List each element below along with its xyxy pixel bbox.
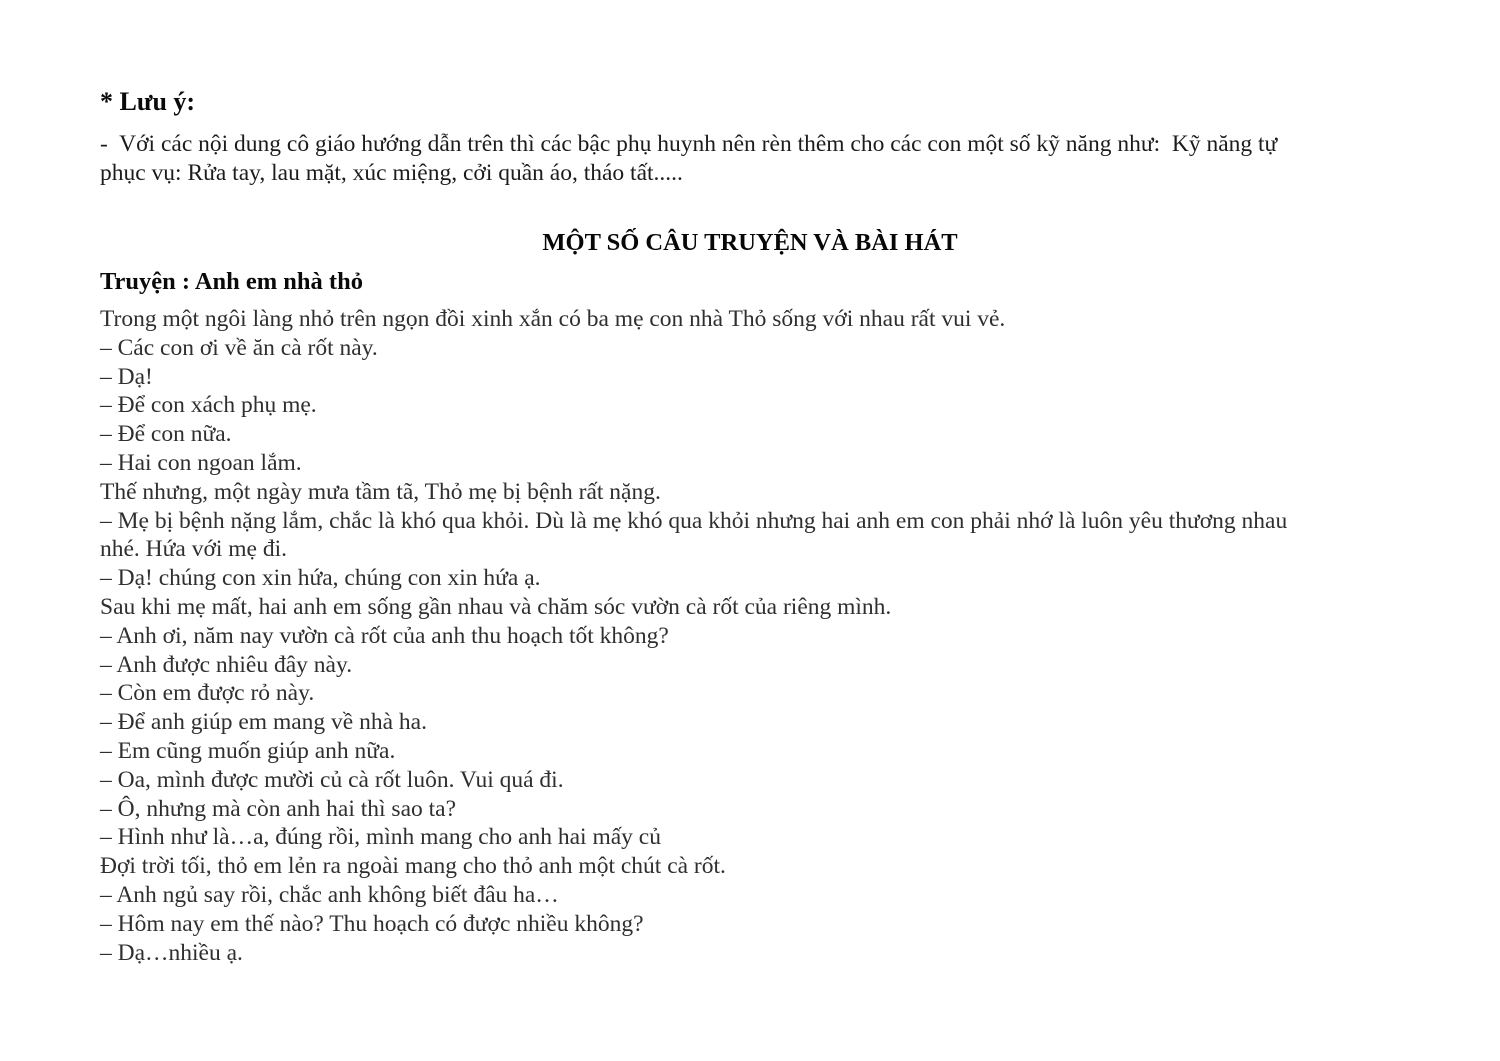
story-line: Trong một ngôi làng nhỏ trên ngọn đồi xinh xắn có ba mẹ con nhà Thỏ sống với nhau rất vui vẻ. <box>100 306 1006 332</box>
story-line: Sau khi mẹ mất, hai anh em sống gần nhau và chăm sóc vườn cà rốt của riêng mình. <box>100 593 892 620</box>
story-line: – Anh ngủ say rồi, chắc anh không biết đâu ha… <box>100 881 559 908</box>
story-body <box>100 305 1430 967</box>
note-heading: * Lưu ý: <box>100 87 196 116</box>
story-line: – Hai con ngoan lắm. <box>100 449 302 476</box>
story-line: – Anh được nhiêu đây này. <box>100 651 353 678</box>
story-line: – Ô, nhưng mà còn anh hai thì sao ta? <box>100 795 457 822</box>
note-line: - Với các nội dung cô giáo hướng dẫn trên thì các bậc phụ huynh nên rèn thêm cho các con một số kỹ năng như: Kỹ năng tự <box>100 131 1278 157</box>
story-line: – Hôm nay em thế nào? Thu hoạch có được nhiều không? <box>100 910 644 937</box>
story-line: – Dạ! <box>100 363 153 390</box>
story-line: – Để con nữa. <box>100 421 232 448</box>
section-title: MỘT SỐ CÂU TRUYỆN VÀ BÀI HÁT <box>542 229 958 256</box>
note-body <box>100 130 1410 188</box>
story-line: – Mẹ bị bệnh nặng lắm, chắc là khó qua khỏi. Dù là mẹ khó qua khỏi nhưng hai anh em con phải nhớ là luôn yêu thương nhau <box>100 507 1288 534</box>
story-line: nhé. Hứa với mẹ đi. <box>100 536 288 563</box>
story-heading: Truyện : Anh em nhà thỏ <box>100 268 363 295</box>
story-line: – Oa, mình được mười củ cà rốt luôn. Vui quá đi. <box>100 766 564 793</box>
story-line: – Anh ơi, năm nay vườn cà rốt của anh thu hoạch tốt không? <box>100 622 669 649</box>
story-line: Thế nhưng, một ngày mưa tầm tã, Thỏ mẹ bị bệnh rất nặng. <box>100 478 661 505</box>
story-line: – Em cũng muốn giúp anh nữa. <box>100 737 396 764</box>
story-line: – Để con xách phụ mẹ. <box>100 392 317 419</box>
story-line: – Dạ! chúng con xin hứa, chúng con xin hứa ạ. <box>100 565 541 592</box>
story-line: – Còn em được rỏ này. <box>100 680 315 707</box>
story-line: – Hình như là…a, đúng rồi, mình mang cho anh hai mấy củ <box>100 824 661 851</box>
story-line: – Các con ơi về ăn cà rốt này. <box>100 334 378 361</box>
story-line: – Dạ…nhiều ạ. <box>100 939 243 966</box>
story-line: Đợi trời tối, thỏ em lẻn ra ngoài mang cho thỏ anh một chút cà rốt. <box>100 853 726 880</box>
note-line: phục vụ: Rửa tay, lau mặt, xúc miệng, cởi quần áo, tháo tất..... <box>100 159 683 186</box>
note-section <box>100 87 1410 188</box>
story-line: – Để anh giúp em mang về nhà ha. <box>100 709 427 736</box>
